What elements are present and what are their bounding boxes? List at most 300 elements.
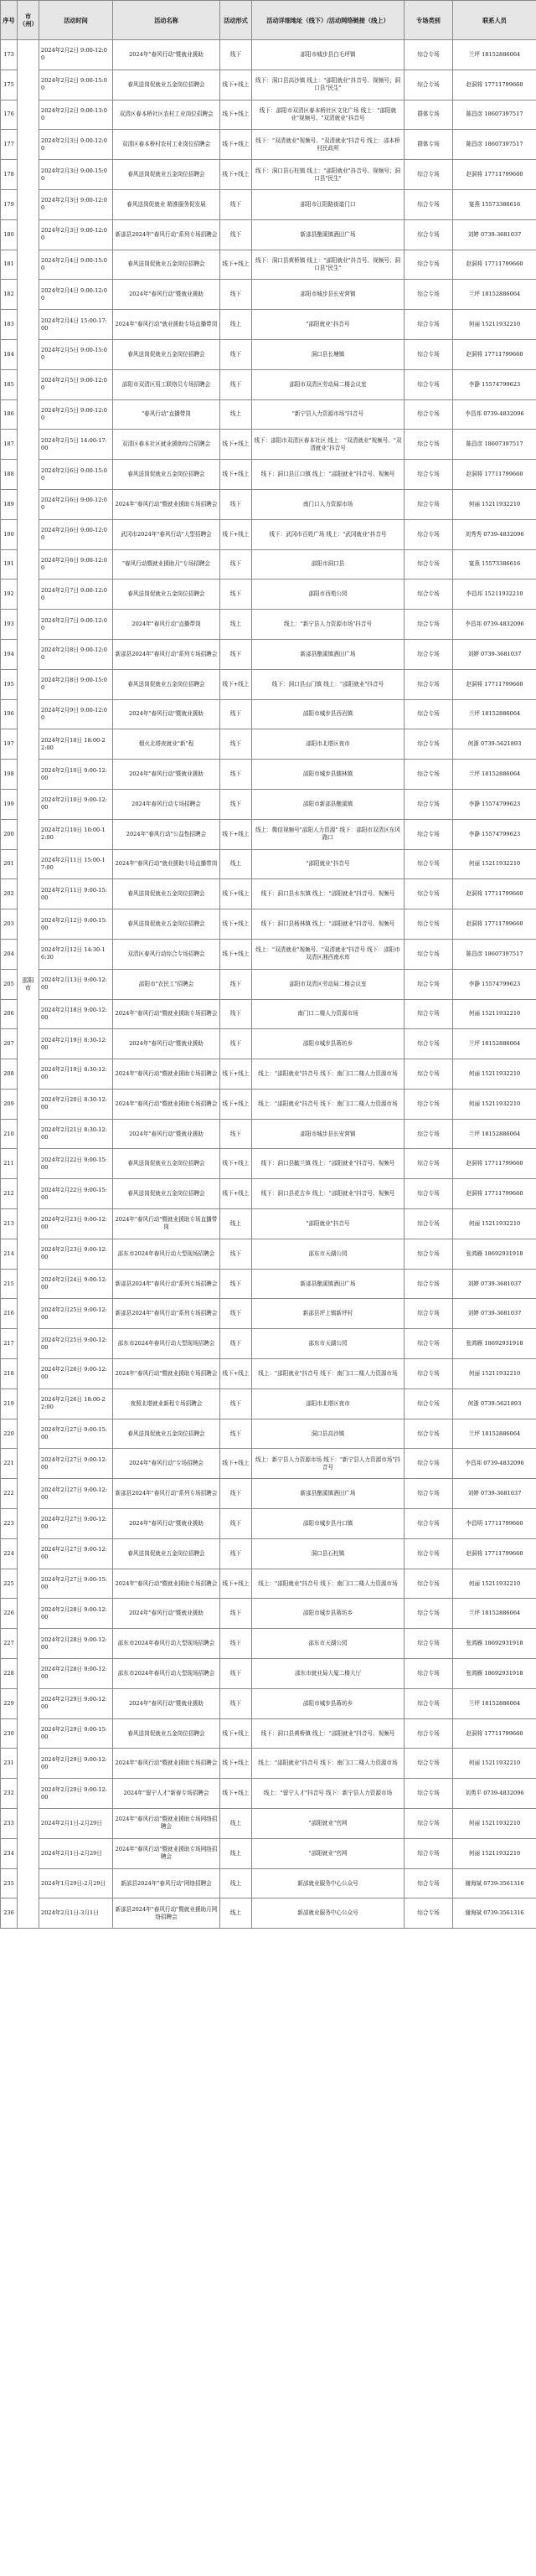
cell-form: 线上 xyxy=(220,849,252,879)
cell-name: 夜照北塔就业新程专场招聘会 xyxy=(113,1388,220,1419)
cell-address: 线下：洞口县杨林镇 线上："邵阳就业"抖音号、视频号 xyxy=(252,909,405,940)
cell-form: 线下+线上 xyxy=(220,1149,252,1179)
cell-contact: 陈昌彦 18607397517 xyxy=(453,130,536,160)
table-row xyxy=(1,1359,536,1389)
cell-no: 215 xyxy=(1,1269,18,1299)
cell-address: 邵东市天湖公园 xyxy=(252,1239,405,1269)
cell-contact: 何丽 15211932210 xyxy=(453,489,536,519)
cell-contact: 刘勇平 0739-4832096 xyxy=(453,1779,536,1809)
cell-time: 2024年2月3日 9:00-12:00 xyxy=(39,189,113,219)
cell-form: 线下 xyxy=(220,219,252,250)
cell-no: 211 xyxy=(1,1149,18,1179)
cell-type: 综合专场 xyxy=(405,1538,453,1569)
cell-name: 2024年"春风行动"暨就业援助专场招聘会 xyxy=(113,1089,220,1119)
header-contact: 联系人员 xyxy=(453,1,536,40)
cell-time: 2024年2月8日 9:00-12:00 xyxy=(39,639,113,669)
cell-form: 线下 xyxy=(220,1329,252,1359)
cell-contact: 兰坪 18152886064 xyxy=(453,699,536,729)
cell-name: 武冈市2024年"春风行动"大型招聘会 xyxy=(113,519,220,549)
cell-type: 综合专场 xyxy=(405,310,453,340)
cell-type: 综合专场 xyxy=(405,40,453,70)
cell-name: 邵东市2024年春风行动大型现场招聘会 xyxy=(113,1329,220,1359)
cell-time: 2024年2月10日 10:00-12:00 xyxy=(39,819,113,849)
cell-time: 2024年2月22日 9:00-15:00 xyxy=(39,1149,113,1179)
cell-no: 230 xyxy=(1,1718,18,1749)
cell-address: 新邵就业服务中心公众号 xyxy=(252,1868,405,1899)
table-row xyxy=(1,699,536,729)
table-row xyxy=(1,760,536,790)
cell-form: 线下 xyxy=(220,280,252,310)
cell-contact: 刘婷 0739-3681037 xyxy=(453,219,536,250)
cell-type: 综合专场 xyxy=(405,339,453,369)
cell-address: 南门口人力资源市场 xyxy=(252,489,405,519)
cell-form: 线下 xyxy=(220,1119,252,1149)
cell-no: 193 xyxy=(1,610,18,640)
header-city: 市（州） xyxy=(18,1,39,40)
cell-time: 2024年2月6日 9:00-15:00 xyxy=(39,460,113,490)
cell-time: 2024年2月1日-3月1日 xyxy=(39,1899,113,1929)
cell-type: 综合专场 xyxy=(405,1239,453,1269)
table-row xyxy=(1,1688,536,1718)
cell-form: 线下 xyxy=(220,1538,252,1569)
cell-no: 219 xyxy=(1,1388,18,1419)
cell-contact: 兰坪 18152886064 xyxy=(453,1599,536,1629)
cell-contact: 陈昌彦 18607397517 xyxy=(453,939,536,969)
cell-name: 新邵县2024年"春风行动"系列专场招聘会 xyxy=(113,1479,220,1509)
cell-name: 2024年"春风行动"直播带岗 xyxy=(113,610,220,640)
table-row xyxy=(1,819,536,849)
cell-address: 洞口县高沙镇 xyxy=(252,1419,405,1449)
cell-time: 2024年2月12日 14:30-16:30 xyxy=(39,939,113,969)
cell-form: 线下 xyxy=(220,729,252,760)
cell-time: 2024年2月27日 9:00-12:00 xyxy=(39,1509,113,1539)
table-row xyxy=(1,1029,536,1059)
cell-no: 203 xyxy=(1,909,18,940)
cell-type: 综合专场 xyxy=(405,1299,453,1329)
table-row xyxy=(1,1779,536,1809)
cell-address: 新邵县酿溪镇酒田广场 xyxy=(252,1269,405,1299)
cell-form: 线下+线上 xyxy=(220,819,252,849)
cell-form: 线上 xyxy=(220,1809,252,1839)
cell-name: 2024年"春风行动"暨就业援助专场招聘会 xyxy=(113,1359,220,1389)
table-row xyxy=(1,1659,536,1689)
cell-contact: 赵洞将 17711799660 xyxy=(453,160,536,190)
cell-address: 线下：邵阳市双清区春本桥社区文化广场 线上："邵阳就业"视频号、"双清就业"抖音号 xyxy=(252,100,405,130)
cell-name: 春风送岗促就业五金岗位招聘会 xyxy=(113,1149,220,1179)
cell-address: 邵阳市双清区劳动局二楼会议室 xyxy=(252,369,405,399)
cell-address: "邵阳就业"官网 xyxy=(252,1838,405,1868)
cell-contact: 陈昌彦 18607397517 xyxy=(453,430,536,460)
cell-address: 新邵县坪上镇新坪村 xyxy=(252,1299,405,1329)
cell-contact: 刘婷 0739-3681037 xyxy=(453,639,536,669)
cell-address: 邵东市就业局大厦二楼大厅 xyxy=(252,1659,405,1689)
cell-type: 综合专场 xyxy=(405,699,453,729)
cell-address: 南门口二楼人力资源市场 xyxy=(252,999,405,1029)
cell-no: 222 xyxy=(1,1479,18,1509)
table-row xyxy=(1,639,536,669)
cell-time: 2024年2月5日 9:00-12:00 xyxy=(39,369,113,399)
table-row xyxy=(1,1868,536,1899)
cell-contact: 何丽 15211932210 xyxy=(453,999,536,1029)
cell-type: 综合专场 xyxy=(405,1179,453,1209)
cell-time: 2024年2月1日-2月29日 xyxy=(39,1809,113,1839)
cell-form: 线上 xyxy=(220,399,252,430)
cell-time: 2024年2月1日-2月29日 xyxy=(39,1838,113,1868)
cell-name: 新邵县2024年"春风行动"系列专场招聘会 xyxy=(113,219,220,250)
cell-type: 综合专场 xyxy=(405,1089,453,1119)
cell-name: 双清区春本社区就业援助综合招聘会 xyxy=(113,430,220,460)
cell-address: 邵东市天湖公园 xyxy=(252,1629,405,1659)
cell-no: 209 xyxy=(1,1089,18,1119)
cell-contact: 何丽 15211932210 xyxy=(453,1059,536,1090)
table-row xyxy=(1,399,536,430)
cell-address: 线下：武冈市百姓广场 线上："武冈就业"抖音号 xyxy=(252,519,405,549)
cell-type: 综合专场 xyxy=(405,280,453,310)
cell-contact: 张鸿雁 18692931918 xyxy=(453,1239,536,1269)
cell-form: 线上 xyxy=(220,1209,252,1239)
table-row xyxy=(1,1239,536,1269)
cell-no: 177 xyxy=(1,130,18,160)
cell-address: 邵阳市城步县儒林镇 xyxy=(252,760,405,790)
cell-type: 综合专场 xyxy=(405,1359,453,1389)
cell-no: 208 xyxy=(1,1059,18,1090)
cell-time: 2024年2月29日 9:00-12:00 xyxy=(39,1688,113,1718)
cell-address: 邵阳市江阳路街道门口 xyxy=(252,189,405,219)
table-row xyxy=(1,1629,536,1659)
cell-name: 春风送岗促就业五金岗位招聘会 xyxy=(113,580,220,610)
cell-no: 180 xyxy=(1,219,18,250)
table-row xyxy=(1,1299,536,1329)
cell-form: 线下 xyxy=(220,1299,252,1329)
cell-contact: 李昌邦 0739-4832096 xyxy=(453,399,536,430)
cell-form: 线下+线上 xyxy=(220,1718,252,1749)
cell-address: 邵阳市城步县丹口镇 xyxy=(252,1509,405,1539)
cell-contact: 陈昌彦 18607397517 xyxy=(453,100,536,130)
cell-type: 综合专场 xyxy=(405,1599,453,1629)
cell-no: 199 xyxy=(1,789,18,819)
cell-address: "邵阳就业"抖音号 xyxy=(252,849,405,879)
cell-name: 2024年"春风行动"暨就业援助专场招聘会 xyxy=(113,1569,220,1599)
cell-form: 线下+线上 xyxy=(220,1059,252,1090)
cell-form: 线下 xyxy=(220,1599,252,1629)
cell-contact: 何丽 15211932210 xyxy=(453,1089,536,1119)
header-time: 活动时间 xyxy=(39,1,113,40)
cell-time: 2024年2月8日 9:00-15:00 xyxy=(39,669,113,699)
cell-time: 2024年2月25日 9:00-12:00 xyxy=(39,1299,113,1329)
cell-type: 综合专场 xyxy=(405,1718,453,1749)
cell-form: 线下+线上 xyxy=(220,1179,252,1209)
cell-type: 综合专场 xyxy=(405,1779,453,1809)
cell-form: 线下+线上 xyxy=(220,160,252,190)
cell-contact: 赵洞将 17711799660 xyxy=(453,909,536,940)
table-row xyxy=(1,1479,536,1509)
cell-time: 2024年2月9日 9:00-12:00 xyxy=(39,699,113,729)
cell-address: 线下：洞口县黄桥镇 线上："邵阳就业"抖音号、视频号 xyxy=(252,1718,405,1749)
cell-no: 213 xyxy=(1,1209,18,1239)
cell-form: 线下 xyxy=(220,580,252,610)
cell-no: 198 xyxy=(1,760,18,790)
cell-time: 2024年2月27日 9:00-12:00 xyxy=(39,1538,113,1569)
cell-type: 综合专场 xyxy=(405,430,453,460)
cell-no: 191 xyxy=(1,549,18,580)
cell-form: 线下 xyxy=(220,789,252,819)
cell-address: 线下："双清就业"视频号、"双清就业"抖音号 线上：邵本桥村民政所 xyxy=(252,130,405,160)
cell-form: 线下+线上 xyxy=(220,1569,252,1599)
cell-name: 2024年"春风行动"暨就业援助 xyxy=(113,1599,220,1629)
cell-time: 2024年2月4日 15:00-17:00 xyxy=(39,310,113,340)
cell-time: 2024年2月27日 9:00-15:00 xyxy=(39,1419,113,1449)
cell-contact: 兰坪 18152886064 xyxy=(453,1029,536,1059)
table-row xyxy=(1,1388,536,1419)
table-row xyxy=(1,219,536,250)
cell-time: 2024年2月26日 18:00-22:00 xyxy=(39,1388,113,1419)
table-row xyxy=(1,1538,536,1569)
cell-name: 2024年"春风行动"专场招聘会 xyxy=(113,1449,220,1479)
cell-type: 综合专场 xyxy=(405,1479,453,1509)
table-row xyxy=(1,280,536,310)
cell-type: 综合专场 xyxy=(405,460,453,490)
cell-type: 综合专场 xyxy=(405,1688,453,1718)
cell-no: 216 xyxy=(1,1299,18,1329)
cell-address: 线上："双清就业"视频号、"双清就业"抖音号 线下：邵阳市双清区湘西南水库 xyxy=(252,939,405,969)
cell-form: 线下+线上 xyxy=(220,1359,252,1389)
cell-type: 综合专场 xyxy=(405,1388,453,1419)
cell-address: 邵阳市北塔区夜市 xyxy=(252,729,405,760)
cell-name: 2024年"春风行动"暨就业援助专场招聘会 xyxy=(113,999,220,1029)
table-row xyxy=(1,669,536,699)
cell-type: 群体专场 xyxy=(405,100,453,130)
cell-time: 2024年2月2日 9:00-13:00 xyxy=(39,100,113,130)
cell-contact: 兰坪 18152886064 xyxy=(453,1688,536,1718)
cell-type: 综合专场 xyxy=(405,1899,453,1929)
table-body xyxy=(1,40,536,1929)
table-row xyxy=(1,430,536,460)
cell-type: 综合专场 xyxy=(405,489,453,519)
table-row xyxy=(1,969,536,999)
cell-type: 综合专场 xyxy=(405,1059,453,1090)
cell-contact: 李昌邦 15211932210 xyxy=(453,580,536,610)
table-row xyxy=(1,1809,536,1839)
cell-type: 综合专场 xyxy=(405,70,453,100)
cell-form: 线下+线上 xyxy=(220,519,252,549)
cell-form: 线下+线上 xyxy=(220,430,252,460)
cell-name: "春风行动暨就业援助月"专场招聘会 xyxy=(113,549,220,580)
cell-contact: 李静 15574799623 xyxy=(453,789,536,819)
cell-name: 春风送岗促就业五金岗位招聘会 xyxy=(113,909,220,940)
cell-name: 2024年"春风行动"暨就业援助专场招聘会 xyxy=(113,1059,220,1090)
cell-form: 线下 xyxy=(220,339,252,369)
cell-form: 线下+线上 xyxy=(220,1089,252,1119)
cell-contact: 何丽 15211932210 xyxy=(453,1209,536,1239)
cell-address: 邵阳市城步县西岩镇 xyxy=(252,699,405,729)
cell-contact: 赵洞将 17711799660 xyxy=(453,1538,536,1569)
cell-contact: 赵洞将 17711799660 xyxy=(453,669,536,699)
cell-contact: 兰坪 18152886064 xyxy=(453,1119,536,1149)
cell-type: 综合专场 xyxy=(405,789,453,819)
cell-no: 210 xyxy=(1,1119,18,1149)
cell-contact: 谢海斌 0739-3561316 xyxy=(453,1868,536,1899)
table-row xyxy=(1,70,536,100)
cell-form: 线下 xyxy=(220,639,252,669)
table-row xyxy=(1,1569,536,1599)
cell-address: 邵阳市城步县蒋坊乡 xyxy=(252,1599,405,1629)
cell-address: 邵阳市城步县蒋坊乡 xyxy=(252,1688,405,1718)
cell-name: 春风送岗促就业 精准服务促发展 xyxy=(113,189,220,219)
table-row xyxy=(1,130,536,160)
table-row xyxy=(1,1209,536,1239)
cell-no: 184 xyxy=(1,339,18,369)
cell-time: 2024年2月20日 8:30-12:00 xyxy=(39,1089,113,1119)
cell-no: 205 xyxy=(1,969,18,999)
cell-no: 204 xyxy=(1,939,18,969)
cell-time: 2024年2月2日 9:00-12:00 xyxy=(39,40,113,70)
cell-type: 综合专场 xyxy=(405,969,453,999)
cell-time: 2024年2月28日 9:00-12:00 xyxy=(39,1599,113,1629)
cell-address: 线下：洞口县江口镇 线上："邵阳就业"抖音号、视频号 xyxy=(252,460,405,490)
cell-name: 2024年"春风行动"就业援助专场直播带岗 xyxy=(113,310,220,340)
cell-time: 2024年2月28日 9:00-12:00 xyxy=(39,1659,113,1689)
cell-form: 线下 xyxy=(220,1239,252,1269)
cell-no: 236 xyxy=(1,1899,18,1929)
cell-time: 2024年2月19日 8:30-12:00 xyxy=(39,1059,113,1090)
cell-name: 邵阳市"农民工"招聘会 xyxy=(113,969,220,999)
cell-time: 2024年2月11日 9:00-15:00 xyxy=(39,879,113,909)
table-row xyxy=(1,250,536,280)
cell-contact: 何浙 0739-5621893 xyxy=(453,1388,536,1419)
cell-no: 235 xyxy=(1,1868,18,1899)
cell-form: 线下+线上 xyxy=(220,250,252,280)
cell-no: 227 xyxy=(1,1629,18,1659)
cell-address: 线下：洞口县山门镇 线上："邵阳就业"抖音号 xyxy=(252,669,405,699)
table-row xyxy=(1,1149,536,1179)
cell-name: 春风送岗促就业五金岗位招聘会 xyxy=(113,879,220,909)
cell-form: 线下+线上 xyxy=(220,879,252,909)
cell-type: 综合专场 xyxy=(405,639,453,669)
cell-address: 线上："邵阳就业"抖音号 线下：南门口二楼人力资源市场 xyxy=(252,1089,405,1119)
cell-address: "邵阳就业"官网 xyxy=(252,1809,405,1839)
cell-contact: 何浙 0739-5621893 xyxy=(453,729,536,760)
table-row xyxy=(1,40,536,70)
cell-contact: 李昌邦 0739-4832096 xyxy=(453,1449,536,1479)
cell-time: 2024年2月19日 8:30-12:00 xyxy=(39,1029,113,1059)
cell-time: 2024年2月3日 9:00-12:00 xyxy=(39,130,113,160)
cell-name: 2024年"春风行动"暨就业援助 xyxy=(113,40,220,70)
cell-no: 221 xyxy=(1,1449,18,1479)
table-row xyxy=(1,339,536,369)
cell-no: 188 xyxy=(1,460,18,490)
cell-contact: 李静 15574799623 xyxy=(453,819,536,849)
cell-time: 2024年2月27日 9:00-15:00 xyxy=(39,1569,113,1599)
cell-contact: 赵洞将 17711799660 xyxy=(453,1179,536,1209)
cell-type: 综合专场 xyxy=(405,519,453,549)
cell-contact: 何丽 15211932210 xyxy=(453,310,536,340)
header-form: 活动形式 xyxy=(220,1,252,40)
table-row xyxy=(1,849,536,879)
cell-time: 2024年2月7日 9:00-12:00 xyxy=(39,610,113,640)
cell-address: 线下：洞口县高沙镇 线上："邵阳就业"抖音号、视频号；洞口县"民生" xyxy=(252,70,405,100)
cell-address: 线下：洞口县水东镇 线上："邵阳就业"抖音号、视频号 xyxy=(252,879,405,909)
cell-time: 2024年2月7日 9:00-12:00 xyxy=(39,580,113,610)
cell-name: 2024年"春风行动"暨就业援助 xyxy=(113,1029,220,1059)
cell-name: 2024年春风行动专场招聘会 xyxy=(113,789,220,819)
cell-address: 邵阳市城步县长安营镇 xyxy=(252,1119,405,1149)
cell-no: 217 xyxy=(1,1329,18,1359)
cell-contact: 刘秀秀 0739-4832096 xyxy=(453,519,536,549)
cell-type: 综合专场 xyxy=(405,669,453,699)
cell-name: 2024年"春风行动"暨就业援助专场招聘会 xyxy=(113,489,220,519)
cell-contact: 张鸿雁 18692931918 xyxy=(453,1629,536,1659)
header-type: 专场类别 xyxy=(405,1,453,40)
cell-time: 2024年2月5日 9:00-15:00 xyxy=(39,339,113,369)
cell-no: 225 xyxy=(1,1569,18,1599)
cell-form: 线下 xyxy=(220,1509,252,1539)
cell-contact: 宴燕 15573386616 xyxy=(453,189,536,219)
cell-contact: 李静 15574799623 xyxy=(453,369,536,399)
cell-form: 线下 xyxy=(220,699,252,729)
cell-type: 综合专场 xyxy=(405,1269,453,1299)
cell-form: 线下 xyxy=(220,999,252,1029)
cell-type: 综合专场 xyxy=(405,1329,453,1359)
cell-name: 新邵县2024年"春风行动"暨就业援助月网络招聘会 xyxy=(113,1899,220,1929)
cell-type: 综合专场 xyxy=(405,399,453,430)
cell-city: 邵阳市 xyxy=(18,40,39,1929)
header-no: 序号 xyxy=(1,1,18,40)
cell-name: "春风行动"直播带岗 xyxy=(113,399,220,430)
cell-no: 176 xyxy=(1,100,18,130)
cell-type: 综合专场 xyxy=(405,1629,453,1659)
table-row xyxy=(1,999,536,1029)
cell-name: 2024年"春风行动"暨就业援助 xyxy=(113,1119,220,1149)
cell-time: 2024年2月2日 9:00-15:00 xyxy=(39,70,113,100)
cell-time: 2024年2月12日 9:00-15:00 xyxy=(39,909,113,940)
cell-form: 线下 xyxy=(220,40,252,70)
cell-form: 线下 xyxy=(220,1269,252,1299)
cell-no: 231 xyxy=(1,1749,18,1779)
cell-contact: 张鸿雁 18692931918 xyxy=(453,1329,536,1359)
table-row xyxy=(1,1419,536,1449)
cell-name: 烟火北塔夜就业"新"程 xyxy=(113,729,220,760)
cell-no: 194 xyxy=(1,639,18,669)
cell-time: 2024年2月10日 18:00-22:00 xyxy=(39,729,113,760)
cell-name: 邵阳市双清区用工联络员专场招聘会 xyxy=(113,369,220,399)
cell-form: 线下 xyxy=(220,1688,252,1718)
cell-contact: 李昌邦 0739-4832096 xyxy=(453,610,536,640)
cell-type: 综合专场 xyxy=(405,1029,453,1059)
cell-address: 线下：洞口县花古乡 线上："邵阳就业"抖音号、视频号 xyxy=(252,1179,405,1209)
cell-form: 线下 xyxy=(220,969,252,999)
cell-time: 2024年2月3日 9:00-12:00 xyxy=(39,219,113,250)
cell-type: 综合专场 xyxy=(405,1659,453,1689)
cell-contact: 赵洞将 17711799660 xyxy=(453,250,536,280)
cell-name: 新邵县2024年"春风行动"网络招聘会 xyxy=(113,1868,220,1899)
cell-form: 线下 xyxy=(220,1388,252,1419)
table-row xyxy=(1,489,536,519)
table-row xyxy=(1,729,536,760)
cell-no: 223 xyxy=(1,1509,18,1539)
cell-time: 2024年2月4日 9:00-12:00 xyxy=(39,280,113,310)
cell-contact: 赵洞将 17711799660 xyxy=(453,460,536,490)
cell-contact: 李昌明 17711799660 xyxy=(453,1509,536,1539)
cell-time: 2024年2月25日 9:00-12:00 xyxy=(39,1329,113,1359)
cell-address: "邵阳就业"抖音号 xyxy=(252,1209,405,1239)
cell-form: 线下+线上 xyxy=(220,1779,252,1809)
cell-no: 228 xyxy=(1,1659,18,1689)
cell-name: 春风送岗促就业五金岗位招聘会 xyxy=(113,250,220,280)
cell-type: 综合专场 xyxy=(405,729,453,760)
cell-time: 2024年2月6日 9:00-12:00 xyxy=(39,549,113,580)
cell-address: "新宁县人力资源市场"抖音号 xyxy=(252,399,405,430)
cell-no: 175 xyxy=(1,70,18,100)
